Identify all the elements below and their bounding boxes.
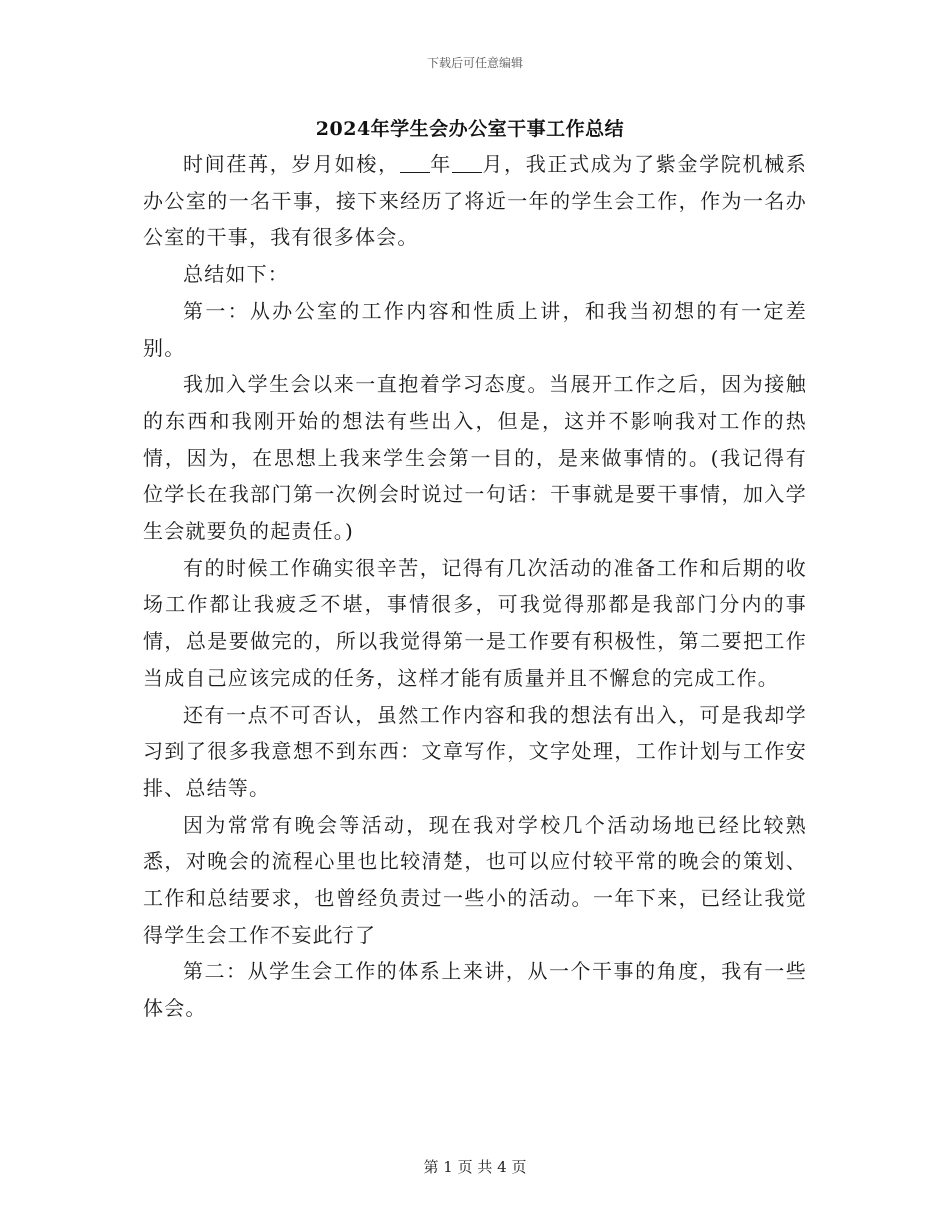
paragraph-1 — [143, 146, 807, 256]
paragraph-2: 总结如下： — [183, 262, 289, 287]
paragraph-1-part-c: 月，我正式成为了紫金学院机械系办公室的一名干事，接下来经历了将近一年的学生会工作，作为一名办公室的干事，我有很多体会。 — [143, 152, 808, 250]
paragraph-3: 第一：从办公室的工作内容和性质上讲，和我当初想的有一定差别。 — [143, 298, 807, 360]
document-body — [143, 146, 807, 1027]
paragraph-4: 我加入学生会以来一直抱着学习态度。当展开工作之后，因为接触的东西和我刚开始的想法有些出入，但是，这并不影响我对工作的热情，因为，在思想上我来学生会第一目的，是来做事情的。(我记得有位学长在我部门第一次例会时说过一句话：干事就是要干事情，加入学生会就要负的起责任。) — [143, 372, 807, 544]
page-footer: 第 1 页 共 4 页 — [423, 1158, 527, 1176]
paragraph-1-part-a: 时间荏苒，岁月如梭， — [183, 152, 400, 176]
blank-field-year — [400, 154, 430, 173]
paragraph-7: 因为常常有晚会等活动，现在我对学校几个活动场地已经比较熟悉，对晚会的流程心里也比较清楚，也可以应付较平常的晚会的策划、工作和总结要求，也曾经负责过一些小的活动。一年下来，已经让我觉得学生会工作不妄此行了 — [143, 812, 807, 947]
paragraph-6: 还有一点不可否认，虽然工作内容和我的想法有出入，可是我却学习到了很多我意想不到东西：文章写作，文字处理，工作计划与工作安排、总结等。 — [143, 702, 807, 800]
header-note: 下载后可任意编辑 — [426, 56, 523, 70]
blank-field-month — [452, 154, 482, 173]
paragraph-8: 第二：从学生会工作的体系上来讲，从一个干事的角度，我有一些体会。 — [143, 959, 807, 1021]
paragraph-5: 有的时候工作确实很辛苦，记得有几次活动的准备工作和后期的收场工作都让我疲乏不堪，事情很多，可我觉得那都是我部门分内的事情，总是要做完的，所以我觉得第一是工作要有积极性，第二要把工作当成自己应该完成的任务，这样才能有质量并且不懈怠的完成工作。 — [143, 555, 807, 690]
paragraph-1-part-b: 年 — [429, 152, 452, 176]
document-title: 2024年学生会办公室干事工作总结 — [315, 118, 625, 140]
